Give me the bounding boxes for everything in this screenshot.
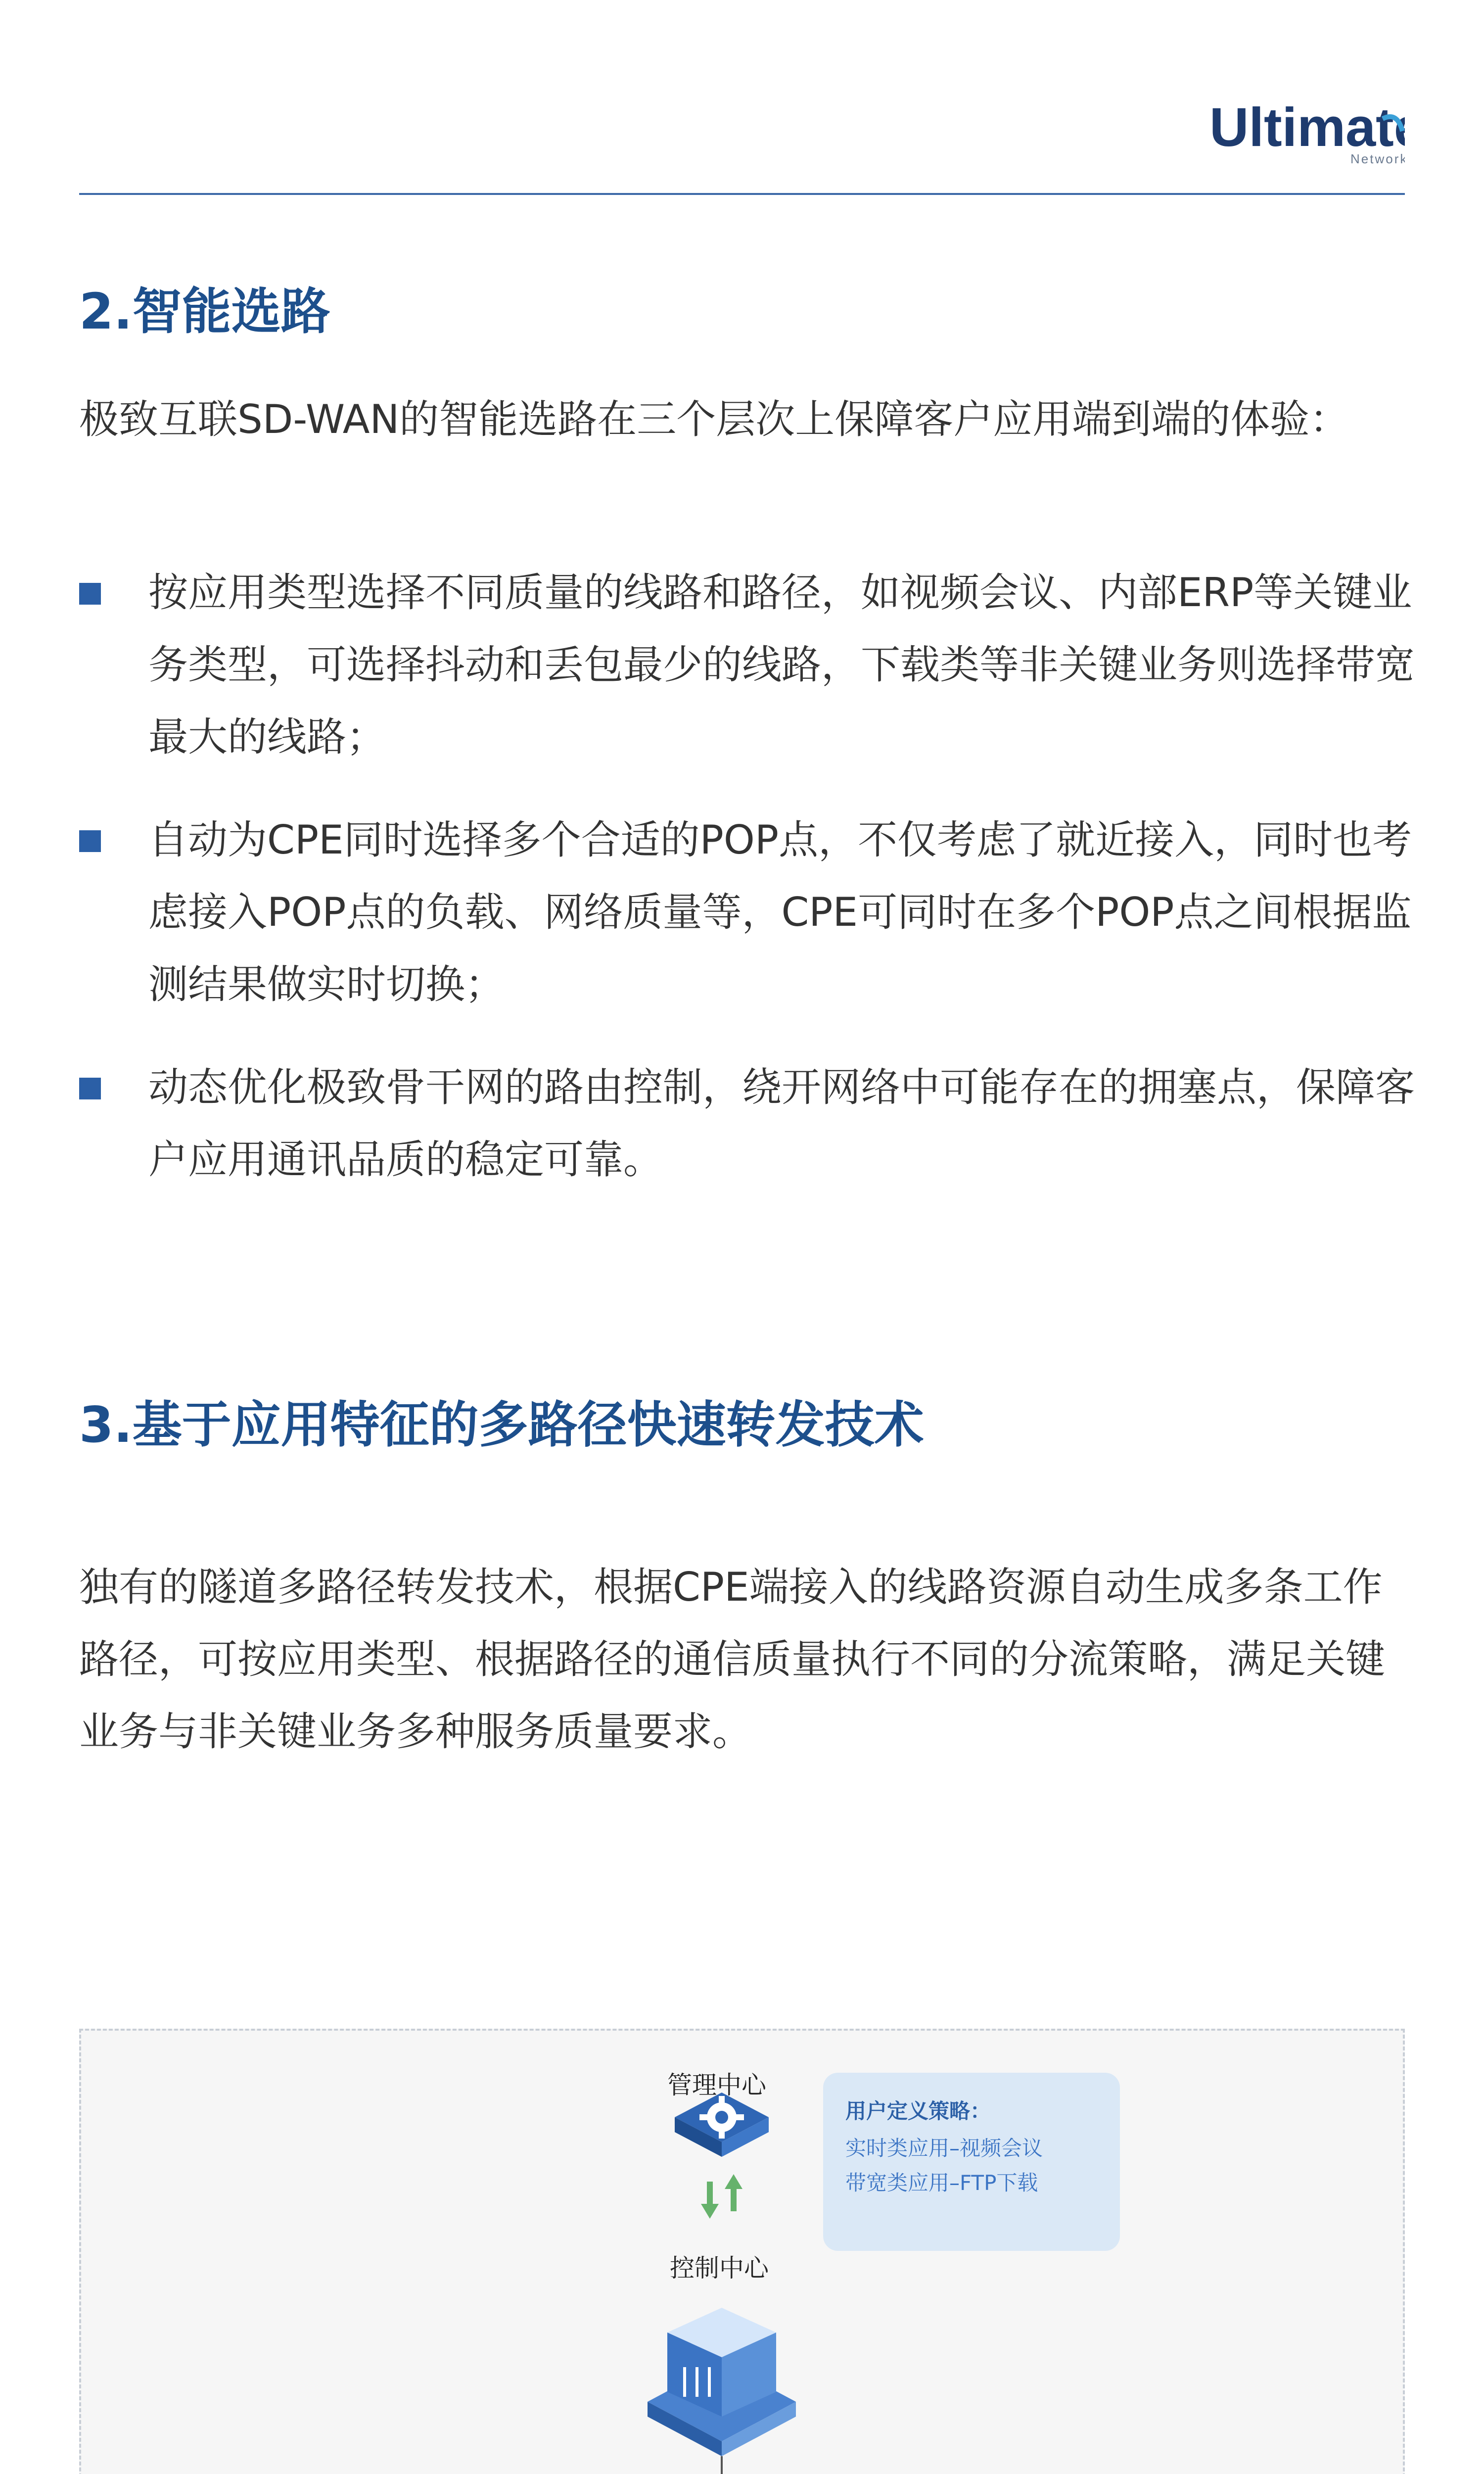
- management-center-label: 管理中心: [667, 2071, 766, 2099]
- policy-title: 用户定义策略：: [845, 2099, 991, 2123]
- header-divider: [79, 193, 1405, 195]
- section-2-bullet-2: 自动为CPE同时选择多个合适的POP点，不仅考虑了就近接入，同时也考虑接入POP点的负载、网络质量等，CPE可同时在多个POP点之间根据监测结果做实时切换；: [148, 817, 1412, 1007]
- section-2-intro: 极致互联SD-WAN的智能选路在三个层次上保障客户应用端到端的体验：: [79, 396, 1349, 442]
- section-2-bullet-1: 按应用类型选择不同质量的线路和路径，如视频会议、内部ERP等关键业务类型，可选择抖动和丢包最少的线路，下载类等非关键业务则选择带宽最大的线路；: [148, 570, 1415, 760]
- bullet-square-icon: [79, 1078, 101, 1099]
- logo-wordmark: Ultimate: [1209, 97, 1405, 158]
- logo-subtitle: Network: [1350, 151, 1405, 166]
- company-logo: [1207, 94, 1405, 168]
- management-center-icon: [675, 2093, 769, 2157]
- network-diagram: [79, 2029, 1405, 2474]
- sync-arrows-icon: [701, 2174, 742, 2219]
- bullet-square-icon: [79, 830, 101, 852]
- section-3-body: 独有的隧道多路径转发技术，根据CPE端接入的线路资源自动生成多条工作路径，可按应用类型、根据路径的通信质量执行不同的分流策略，满足关键业务与非关键业务多种服务质量要求。: [79, 1564, 1385, 1755]
- bullet-square-icon: [79, 583, 101, 605]
- section-2-title: 2.智能选路: [79, 283, 330, 340]
- control-center-label: 控制中心: [670, 2254, 769, 2283]
- section-2-bullet-3: 动态优化极致骨干网的路由控制，绕开网络中可能存在的拥塞点，保障客户应用通讯品质的稳定可靠。: [148, 1064, 1415, 1183]
- section-3-title: 3.基于应用特征的多路径快速转发技术: [79, 1396, 924, 1454]
- control-center-icon: [648, 2308, 796, 2456]
- policy-line-1: 实时类应用–视频会议: [845, 2136, 1043, 2160]
- logo-graphic: [1207, 94, 1405, 168]
- policy-line-2: 带宽类应用–FTP下载: [845, 2171, 1038, 2195]
